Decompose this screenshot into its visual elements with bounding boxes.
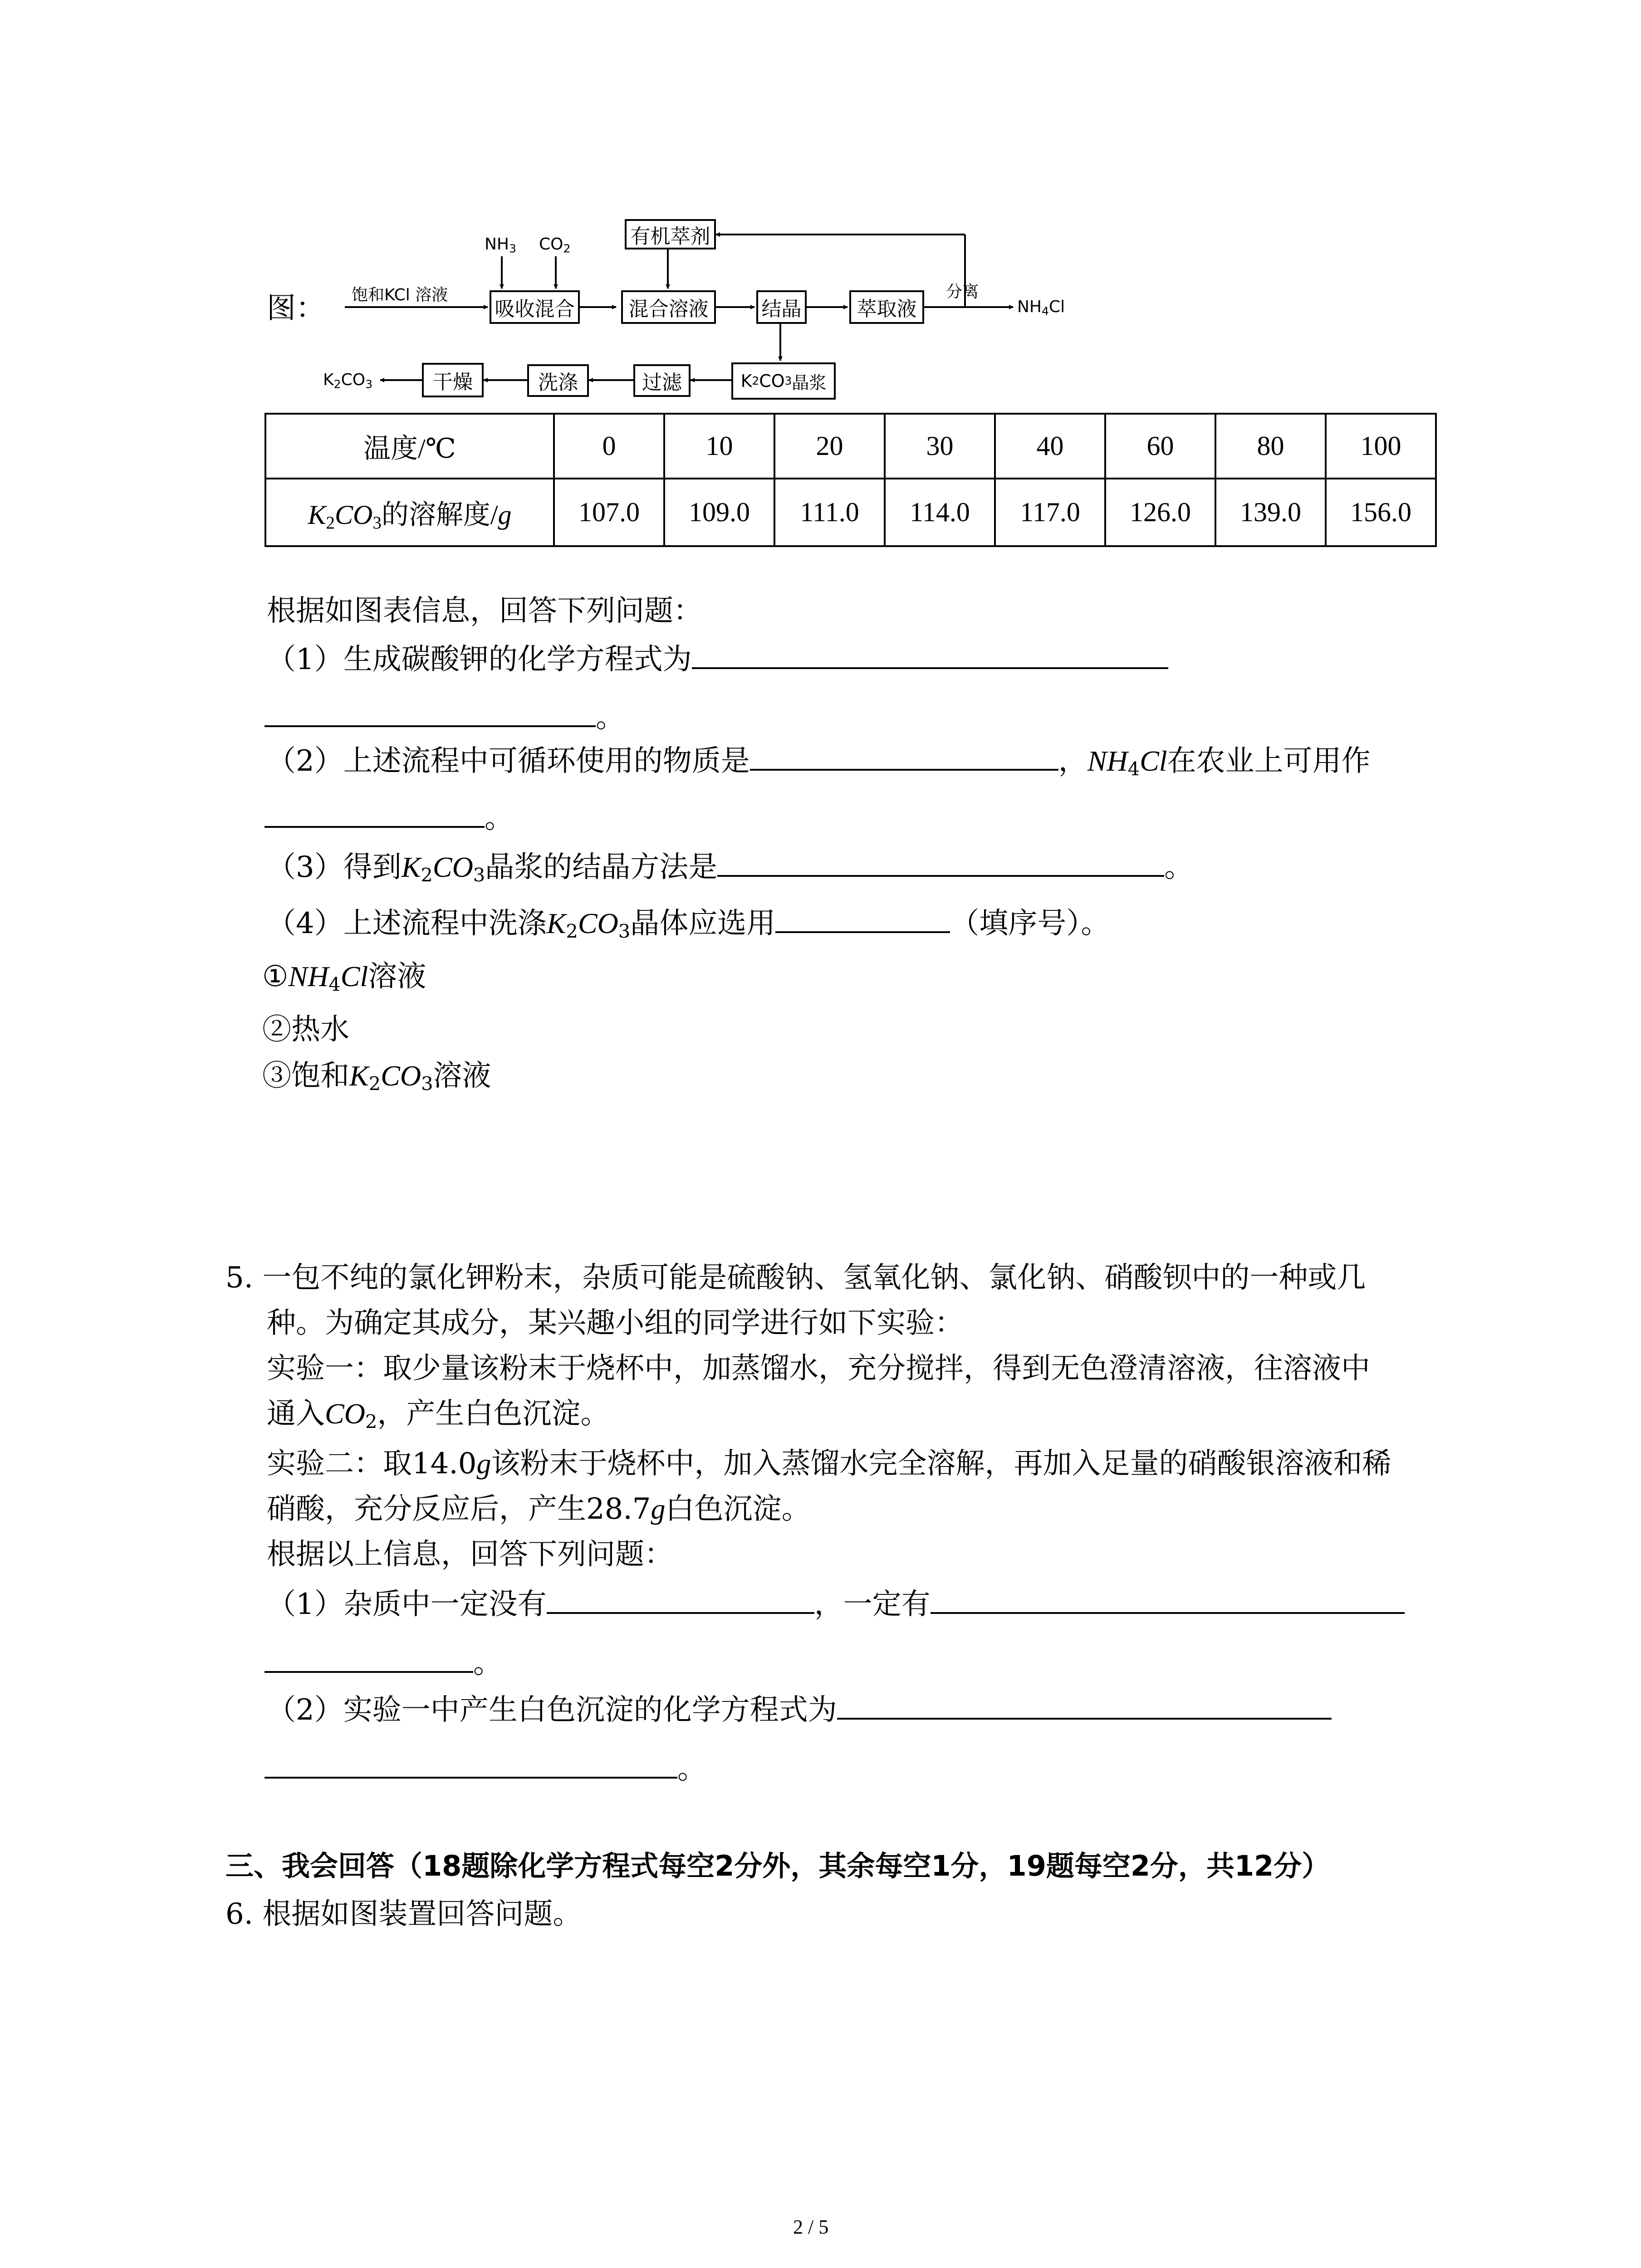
q4-part1: （1）生成碳酸钾的化学方程式为 [267, 645, 1168, 674]
q4-part4: （4）上述流程中洗涤$K_2CO_3$晶体应选用 （填序号）。 [267, 907, 1110, 943]
q5-line-2: 种。为确定其成分，某兴趣小组的同学进行如下实验： [267, 1306, 964, 1340]
q4-intro: 根据如图表信息，回答下列问题： [267, 594, 702, 628]
q4-part3: （3）得到$K_2CO_3$晶浆的结晶方法是 。 [267, 850, 1194, 886]
table-cell: 0 [554, 414, 664, 479]
nh3-label: $NH_3$ [485, 235, 517, 255]
figure-prefix: 图： [267, 292, 325, 325]
box-wash: 洗涤 [527, 364, 589, 397]
table-cell: 10 [664, 414, 774, 479]
k2co3-product-label: $K_2CO_3$ [323, 371, 373, 391]
box-crystallize: 结晶 [756, 290, 807, 324]
q5-line-3: 实验一：取少量该粉末于烧杯中，加蒸馏水，充分搅拌，得到无色澄清溶液，往溶液中 [267, 1352, 1370, 1385]
q5-part1: （1）杂质中一定没有 ，一定有 [267, 1590, 1405, 1619]
table-cell: 139.0 [1215, 479, 1326, 546]
answer-blank[interactable] [692, 663, 1168, 669]
table-header-cell: $K_2CO_3$的溶解度/g [265, 479, 554, 546]
table-cell: 40 [995, 414, 1105, 479]
q4-part1-cont: 。 [265, 703, 625, 732]
table-cell: 109.0 [664, 479, 774, 546]
section-3-heading: 三、我会回答（18题除化学方程式每空2分外，其余每空1分，19题每空2分，共12分） [225, 1849, 1330, 1882]
box-filter: 过滤 [633, 364, 691, 397]
box-absorb-mix: 吸收混合 [490, 290, 580, 324]
table-cell: 30 [885, 414, 995, 479]
answer-blank[interactable] [265, 1667, 473, 1673]
answer-blank[interactable] [265, 1772, 677, 1779]
table-cell: 80 [1215, 414, 1326, 479]
nh4cl-product-label: $NH_4Cl$ [1017, 298, 1065, 318]
table-cell: 100 [1326, 414, 1436, 479]
feed-label: 饱和KCl 溶液 [352, 286, 448, 304]
box-k2co3-slurry: K 2 CO 3 晶浆 [731, 362, 836, 400]
flow-arrows [0, 0, 1641, 408]
table-cell: 114.0 [885, 479, 995, 546]
answer-blank[interactable] [837, 1713, 1332, 1720]
q5-line-1: 5. 一包不纯的氯化钾粉末，杂质可能是硫酸钠、氢氧化钠、氯化钠、硝酸钡中的一种或几 [225, 1261, 1366, 1295]
answer-blank[interactable] [750, 764, 1058, 771]
answer-blank[interactable] [547, 1608, 814, 1614]
table-row [265, 479, 1436, 546]
page-number: 2 / 5 [793, 2216, 829, 2238]
table-header-cell: 温度/℃ [265, 414, 554, 479]
box-mixed-solution: 混合溶液 [621, 290, 716, 324]
q4-part2: （2）上述流程中可循环使用的物质是 ，$NH_4Cl$在农业上可用作 [267, 744, 1371, 780]
table-cell: 156.0 [1326, 479, 1436, 546]
table-cell: 60 [1105, 414, 1215, 479]
q4-option-3: ③饱和$K_2CO_3$溶液 [262, 1059, 491, 1095]
q6-prompt: 6. 根据如图装置回答问题。 [225, 1897, 582, 1931]
q5-line-6: 硝酸，充分反应后，产生28.7g白色沉淀。 [267, 1492, 811, 1526]
answer-blank[interactable] [265, 821, 485, 828]
table-cell: 117.0 [995, 479, 1105, 546]
table-cell: 20 [774, 414, 885, 479]
q5-line-5: 实验二：取14.0g该粉末于烧杯中，加入蒸馏水完全溶解，再加入足量的硝酸银溶液和稀 [267, 1447, 1391, 1481]
separate-label: 分离 [946, 283, 979, 301]
answer-blank[interactable] [775, 927, 950, 933]
answer-blank[interactable] [717, 870, 1164, 877]
box-dry: 干燥 [422, 363, 484, 397]
table-cell: 111.0 [774, 479, 885, 546]
co2-label: $CO_2$ [539, 235, 571, 255]
table-cell: 107.0 [554, 479, 664, 546]
q5-part2-cont: 。 [265, 1755, 706, 1784]
answer-blank[interactable] [931, 1608, 1405, 1614]
answer-blank[interactable] [265, 721, 596, 727]
box-organic-solvent: 有机萃剂 [625, 219, 716, 249]
q5-part1-cont: 。 [265, 1649, 502, 1678]
solubility-table [265, 413, 1437, 547]
q4-part2-cont: 。 [265, 804, 514, 833]
table-cell: 126.0 [1105, 479, 1215, 546]
q5-part2: （2）实验一中产生白色沉淀的化学方程式为 [267, 1696, 1332, 1725]
box-extract: 萃取液 [849, 290, 924, 324]
q4-option-2: ②热水 [262, 1013, 349, 1046]
q5-line-7: 根据以上信息，回答下列问题： [267, 1538, 673, 1571]
q5-line-4: 通入$CO_2$，产生白色沉淀。 [267, 1397, 610, 1433]
table-row [265, 414, 1436, 479]
q4-option-1: $①NH_4Cl$溶液 [262, 960, 426, 996]
